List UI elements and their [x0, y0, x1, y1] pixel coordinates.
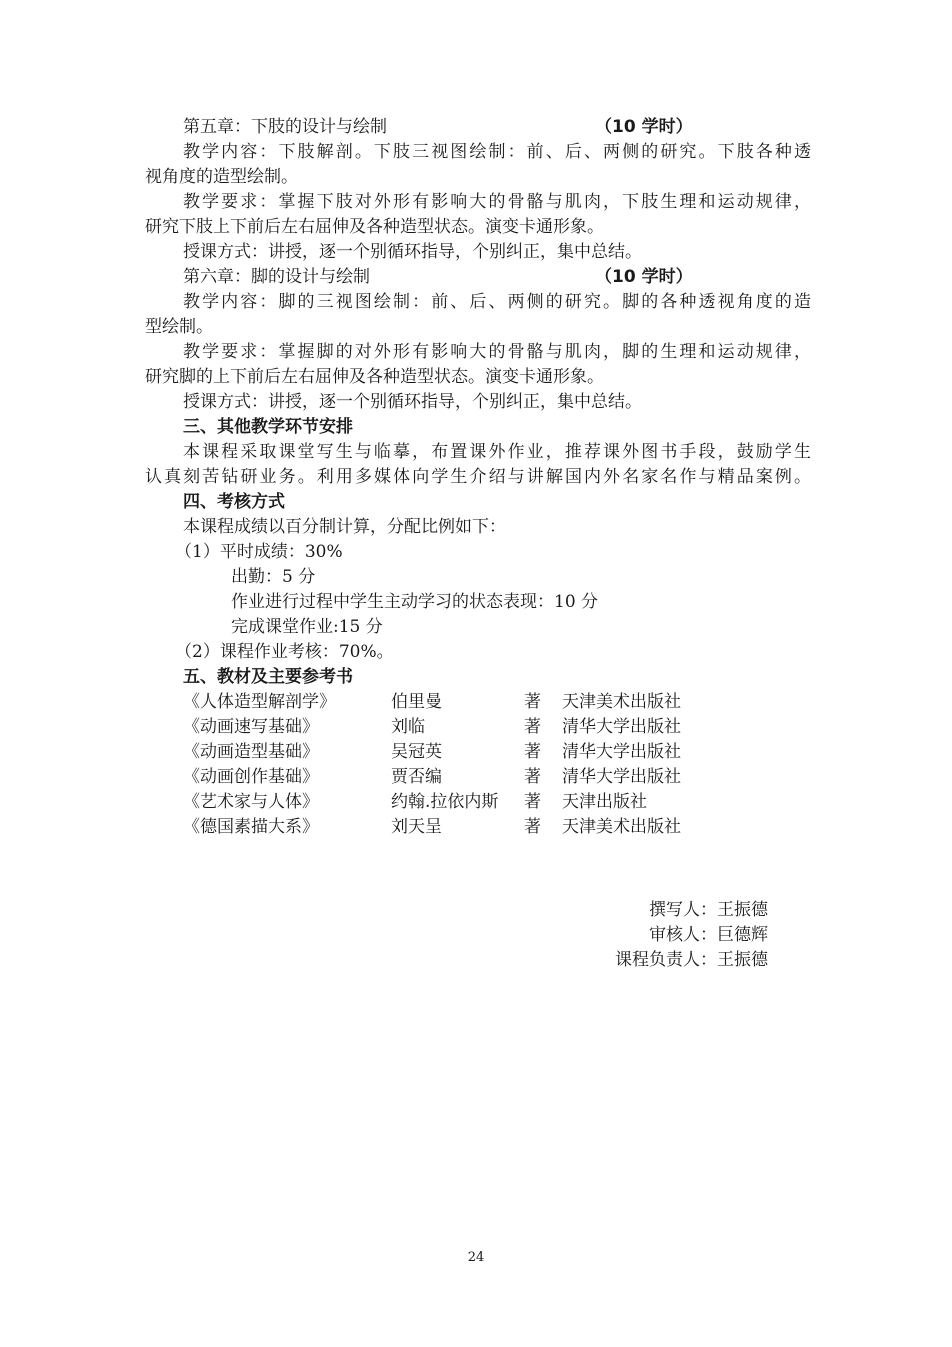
reference-publisher: 天津出版社: [562, 792, 647, 812]
chapter-6-heading: [145, 265, 811, 290]
chapter-5-heading: [145, 115, 811, 140]
grading-item-1: （1）平时成绩：30%: [175, 542, 343, 562]
chapter-5-requirements-line1: 教学要求：掌握下肢对外形有影响大的骨骼与肌肉，下肢生理和运动规律，: [183, 192, 811, 212]
reference-role: 著: [524, 717, 541, 737]
chapter-5-title: 第五章：下肢的设计与绘制: [183, 117, 387, 137]
reference-publisher: 天津美术出版社: [562, 692, 681, 712]
grading-attendance: 出勤：5 分: [231, 567, 316, 587]
reference-row: [183, 790, 811, 815]
signature-writer: 撰写人：王振德: [649, 900, 768, 920]
section-4-heading: 四、考核方式: [183, 492, 285, 512]
chapter-6-content-line2: 型绘制。: [145, 317, 213, 337]
reference-row: [183, 815, 811, 840]
reference-role: 著: [524, 692, 541, 712]
reference-author: 贾否编: [391, 767, 442, 787]
reference-role: 著: [524, 817, 541, 837]
reference-role: 著: [524, 792, 541, 812]
reference-publisher: 天津美术出版社: [562, 817, 681, 837]
grading-item-2: （2）课程作业考核：70%。: [175, 642, 394, 662]
reference-publisher: 清华大学出版社: [562, 767, 681, 787]
grading-intro: 本课程成绩以百分制计算，分配比例如下：: [183, 517, 506, 537]
chapter-6-requirements-line1: 教学要求：掌握脚的对外形有影响大的骨骼与肌肉，脚的生理和运动规律，: [183, 342, 811, 362]
reference-author: 刘天呈: [391, 817, 442, 837]
chapter-6-content-line1: 教学内容：脚的三视图绘制：前、后、两侧的研究。脚的各种透视角度的造: [183, 292, 811, 312]
reference-list: [145, 690, 811, 840]
signature-course-lead: 课程负责人：王振德: [615, 950, 768, 970]
reference-row: [183, 690, 811, 715]
grading-initiative: 作业进行过程中学生主动学习的状态表现：10 分: [231, 592, 599, 612]
grading-classwork: 完成课堂作业:15 分: [231, 617, 383, 637]
chapter-5-method: 授课方式：讲授，逐一个别循环指导，个别纠正，集中总结。: [183, 242, 642, 262]
section-3-text-line1: 本课程采取课堂写生与临摹，布置课外作业，推荐课外图书手段，鼓励学生: [183, 442, 811, 462]
page-number: 24: [467, 1250, 485, 1265]
reference-row: [183, 740, 811, 765]
chapter-6-title: 第六章：脚的设计与绘制: [183, 267, 370, 287]
reference-publisher: 清华大学出版社: [562, 742, 681, 762]
chapter-6-method: 授课方式：讲授，逐一个别循环指导，个别纠正，集中总结。: [183, 392, 642, 412]
reference-publisher: 清华大学出版社: [562, 717, 681, 737]
reference-title: 《人体造型解剖学》: [183, 692, 336, 712]
chapter-6-hours: （10 学时）: [595, 267, 693, 287]
reference-title: 《动画创作基础》: [183, 767, 319, 787]
reference-role: 著: [524, 767, 541, 787]
reference-author: 刘临: [391, 717, 425, 737]
reference-row: [183, 715, 811, 740]
signature-reviewer: 审核人：巨德辉: [649, 925, 768, 945]
chapter-5-hours: （10 学时）: [595, 117, 693, 137]
reference-title: 《艺术家与人体》: [183, 792, 319, 812]
page-body: [145, 115, 811, 840]
reference-title: 《动画造型基础》: [183, 742, 319, 762]
reference-role: 著: [524, 742, 541, 762]
chapter-5-content-line1: 教学内容：下肢解剖。下肢三视图绘制：前、后、两侧的研究。下肢各种透: [183, 142, 811, 162]
reference-title: 《动画速写基础》: [183, 717, 319, 737]
chapter-5-requirements-line2: 研究下肢上下前后左右屈伸及各种造型状态。演变卡通形象。: [145, 217, 604, 237]
chapter-6-requirements-line2: 研究脚的上下前后左右屈伸及各种造型状态。演变卡通形象。: [145, 367, 604, 387]
signature-block: [615, 898, 768, 973]
reference-author: 吴冠英: [391, 742, 442, 762]
reference-author: 伯里曼: [391, 692, 442, 712]
section-3-text-line2: 认真刻苦钻研业务。利用多媒体向学生介绍与讲解国内外名家名作与精品案例。: [145, 467, 811, 487]
reference-title: 《德国素描大系》: [183, 817, 319, 837]
section-3-heading: 三、其他教学环节安排: [183, 417, 353, 437]
section-5-heading: 五、教材及主要参考书: [183, 667, 353, 687]
reference-author: 约翰.拉依内斯: [391, 792, 499, 812]
reference-row: [183, 765, 811, 790]
chapter-5-content-line2: 视角度的造型绘制。: [145, 167, 298, 187]
